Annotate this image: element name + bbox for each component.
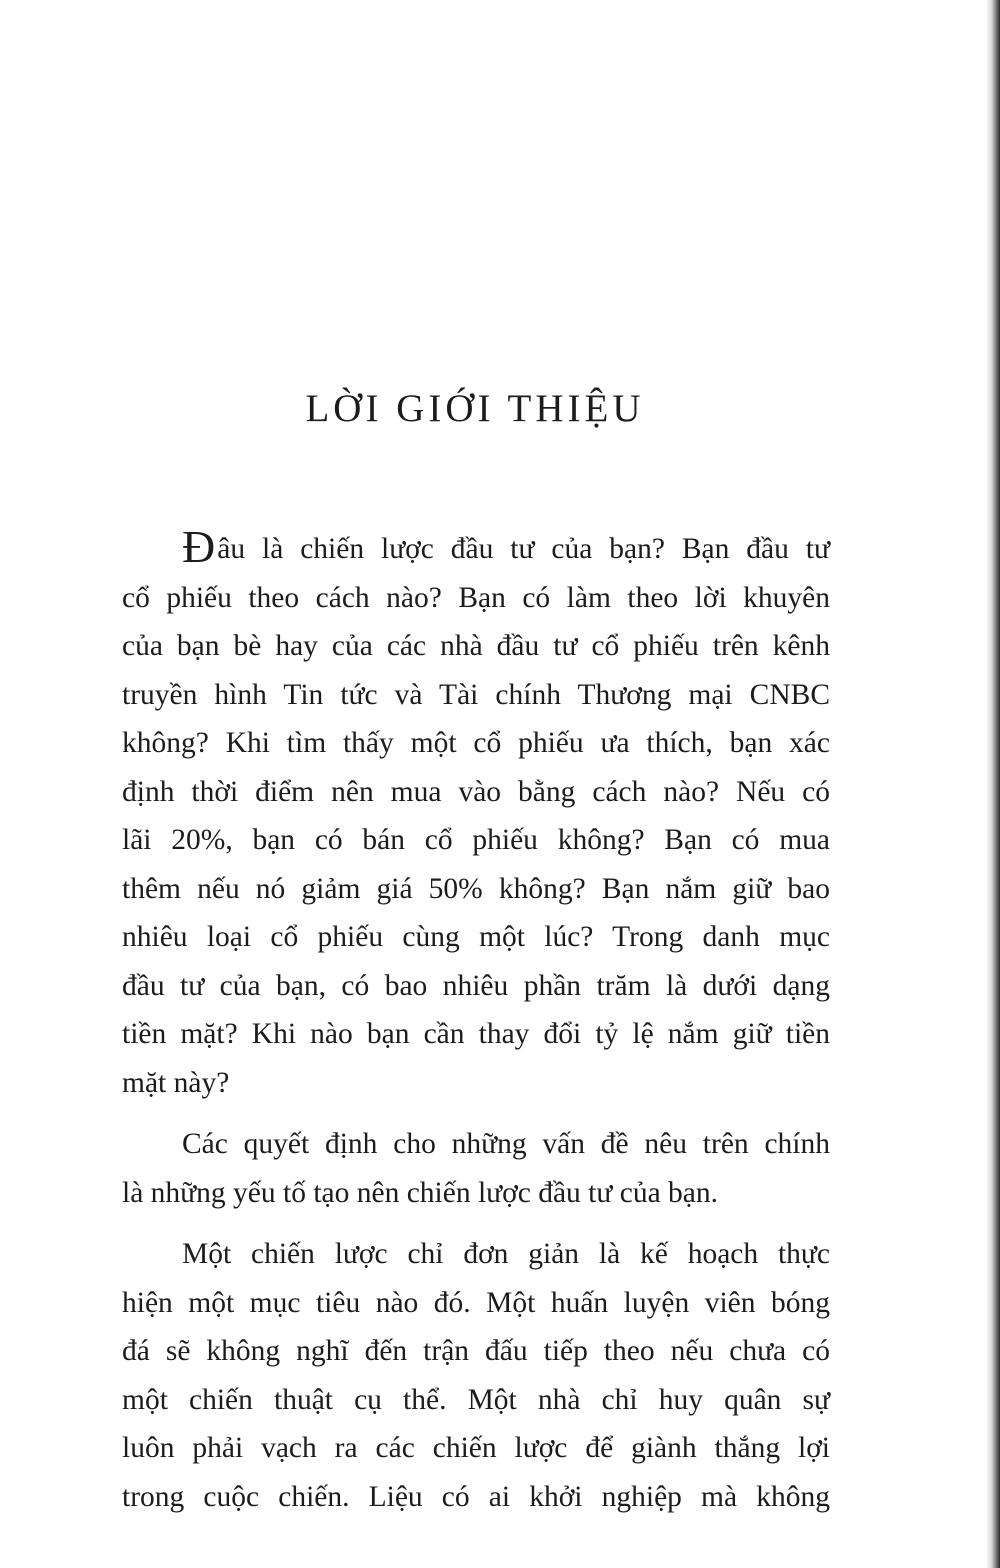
- drop-cap: Đ: [182, 521, 216, 572]
- text-line: trong cuộc chiến. Liệu có ai khởi nghiệp mà không: [122, 1480, 830, 1513]
- text-line: Đâu là chiến lược đầu tư của bạn? Bạn đầu tư: [182, 521, 830, 572]
- text-line: là những yếu tố tạo nên chiến lược đầu tư của bạn.: [122, 1176, 719, 1209]
- text-line: một chiến thuật cụ thể. Một nhà chỉ huy quân sự: [122, 1383, 830, 1416]
- text-line: tiền mặt? Khi nào bạn cần thay đổi tỷ lệ nắm giữ tiền: [122, 1018, 830, 1050]
- text-line: hiện một mục tiêu nào đó. Một huấn luyện viên bóng: [122, 1286, 830, 1319]
- text-line: Các quyết định cho những vấn đề nêu trên chính: [182, 1128, 830, 1160]
- text-line: lãi 20%, bạn có bán cổ phiếu không? Bạn có mua: [122, 824, 830, 856]
- paragraph-1: [122, 521, 830, 1107]
- text-line: Một chiến lược chỉ đơn giản là kế hoạch thực: [182, 1238, 830, 1270]
- text-line: cổ phiếu theo cách nào? Bạn có làm theo lời khuyên: [122, 581, 830, 614]
- page-edge-shadow: [986, 0, 1000, 1568]
- text-line: thêm nếu nó giảm giá 50% không? Bạn nắm giữ bao: [122, 872, 830, 905]
- chapter-title: LỜI GIỚI THIỆU: [305, 387, 645, 430]
- text-line: của bạn bè hay của các nhà đầu tư cổ phiếu trên kênh: [122, 630, 830, 662]
- paragraph-gap: [122, 1217, 830, 1230]
- paragraph-gap: [122, 1107, 830, 1120]
- text-line: đá sẽ không nghĩ đến trận đấu tiếp theo nếu chưa có: [122, 1335, 830, 1367]
- text-line: mặt này?: [122, 1066, 230, 1099]
- paragraph-2: [122, 1120, 830, 1217]
- body-text: [122, 521, 830, 1521]
- text-line: không? Khi tìm thấy một cổ phiếu ưa thích, bạn xác: [122, 727, 830, 759]
- text-line: truyền hình Tin tức và Tài chính Thương mại CNBC: [122, 678, 830, 711]
- text-line: đầu tư của bạn, có bao nhiêu phần trăm là dưới dạng: [122, 969, 830, 1002]
- text-line: nhiêu loại cổ phiếu cùng một lúc? Trong danh mục: [122, 921, 830, 953]
- paragraph-3: [122, 1230, 830, 1521]
- text-line: định thời điểm nên mua vào bằng cách nào? Nếu có: [122, 775, 830, 808]
- text-line: luôn phải vạch ra các chiến lược để giành thắng lợi: [122, 1432, 830, 1464]
